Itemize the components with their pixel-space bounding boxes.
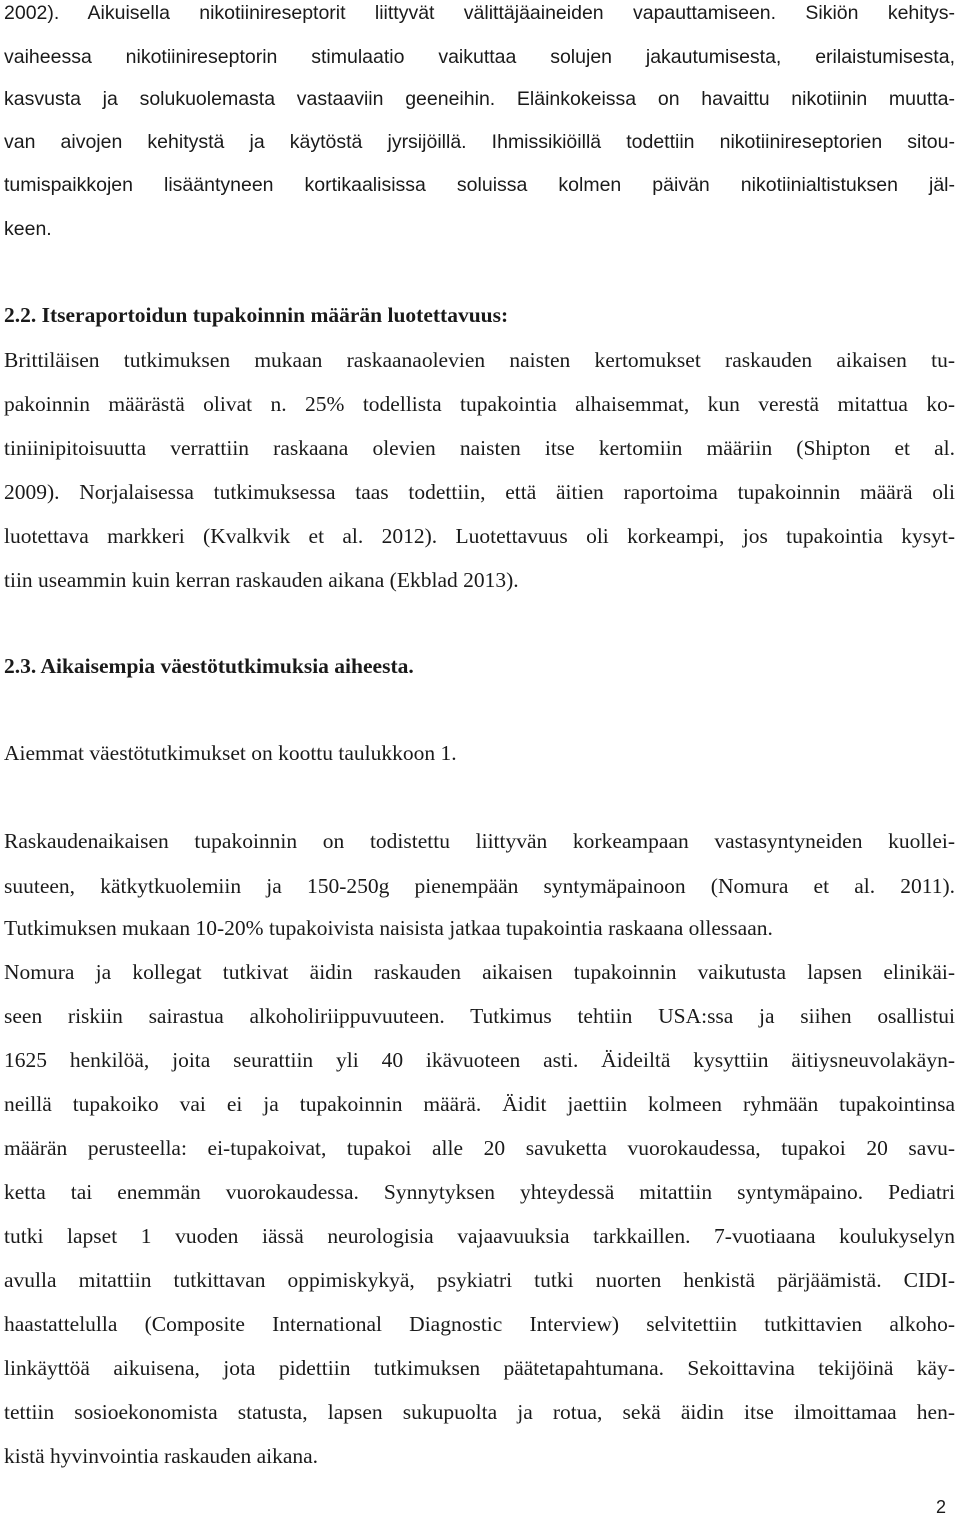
paragraph-line: ketta tai enemmän vuorokaudessa. Synnytyksen yhteydessä mitattiin syntymäpaino. Pediatri <box>4 1180 955 1204</box>
paragraph-line: pakoinnin määrästä olivat n. 25% todellista tupakointia alhaisemmat, kun verestä mitattua ko- <box>4 392 955 416</box>
paragraph-line: luotettava markkeri (Kvalkvik et al. 2012). Luotettavuus oli korkeampi, jos tupakointia kysyt- <box>4 524 955 548</box>
paragraph-line: tiniinipitoisuutta verrattiin raskaana olevien naisten itse kertomiin määriin (Shipton et al. <box>4 436 955 460</box>
paragraph-line: tettiin sosioekonomista statusta, lapsen sukupuolta ja rotua, sekä äidin itse ilmoittamaa hen- <box>4 1400 955 1424</box>
page-number: 2 <box>935 1497 946 1517</box>
paragraph-line: Raskaudenaikaisen tupakoinnin on todistettu liittyvän korkeampaan vastasyntyneiden kuollei- <box>4 829 955 853</box>
paragraph-line: määrän perusteella: ei-tupakoivat, tupakoi alle 20 savuketta vuorokaudessa, tupakoi 20 savu- <box>4 1136 955 1160</box>
section-heading-2-2: 2.2. Itseraportoidun tupakoinnin määrän luotettavuus: <box>4 303 509 327</box>
paragraph-line: seen riskiin sairastua alkoholiriippuvuuteen. Tutkimus tehtiin USA:ssa ja siihen osallistui <box>4 1004 955 1028</box>
paragraph-line: Tutkimuksen mukaan 10-20% tupakoivista naisista jatkaa tupakointia raskaana ollessaan. <box>4 916 773 940</box>
paragraph-line: tumispaikkojen lisääntyneen kortikaalisissa soluissa kolmen päivän nikotiinialtistuksen jäl- <box>4 174 955 196</box>
paragraph-line: van aivojen kehitystä ja käytöstä jyrsijöillä. Ihmissikiöillä todettiin nikotiinireseptorien sitou- <box>4 131 955 153</box>
paragraph-line: kasvusta ja solukuolemasta vastaaviin geeneihin. Eläinkokeissa on havaittu nikotiinin muutta- <box>4 88 955 110</box>
paragraph-line: neillä tupakoiko vai ei ja tupakoinnin määrä. Äidit jaettiin kolmeen ryhmään tupakointinsa <box>4 1092 955 1116</box>
paragraph-line: vaiheessa nikotiinireseptorin stimulaatio vaikuttaa solujen jakautumisesta, erilaistumisesta, <box>4 46 955 68</box>
paragraph-line: linkäyttöä aikuisena, jota pidettiin tutkimuksen päätetapahtumana. Sekoittavina tekijöinä käy- <box>4 1356 955 1380</box>
paragraph-line: Brittiläisen tutkimuksen mukaan raskaanaolevien naisten kertomukset raskauden aikaisen tu- <box>4 348 955 372</box>
paragraph-line: haastattelulla (Composite International Diagnostic Interview) selvitettiin tutkittavien alkoho- <box>4 1312 955 1336</box>
paragraph-line: 2002). Aikuisella nikotiinireseptorit liittyvät välittäjäaineiden vapauttamiseen. Sikiön kehitys- <box>4 2 955 24</box>
paragraph-line: Nomura ja kollegat tutkivat äidin raskauden aikaisen tupakoinnin vaikutusta lapsen elinikäi- <box>4 960 955 984</box>
paragraph-line: kistä hyvinvointia raskauden aikana. <box>4 1444 319 1468</box>
paragraph-line: keen. <box>4 218 52 240</box>
paragraph-line: avulla mitattiin tutkittavan oppimiskykyä, psykiatri tutki nuorten henkistä pärjäämistä. CIDI- <box>4 1268 955 1292</box>
section-heading-2-3: 2.3. Aikaisempia väestötutkimuksia aiheesta. <box>4 654 414 678</box>
paragraph-line: suuteen, kätkytkuolemiin ja 150-250g pienempään syntymäpainoon (Nomura et al. 2011). <box>4 874 955 898</box>
paragraph-line: 1625 henkilöä, joita seurattiin yli 40 ikävuoteen asti. Äideiltä kysyttiin äitiysneuvolakäyn- <box>4 1048 955 1072</box>
intro-line: Aiemmat väestötutkimukset on koottu taulukkoon 1. <box>4 741 457 765</box>
paragraph-line: 2009). Norjalaisessa tutkimuksessa taas todettiin, että äitien raportoima tupakoinnin määrä oli <box>4 480 955 504</box>
paragraph-line: tiin useammin kuin kerran raskauden aikana (Ekblad 2013). <box>4 568 519 592</box>
paragraph-line: tutki lapset 1 vuoden iässä neurologisia vajaavuuksia tarkkaillen. 7-vuotiaana koulukyselyn <box>4 1224 955 1248</box>
